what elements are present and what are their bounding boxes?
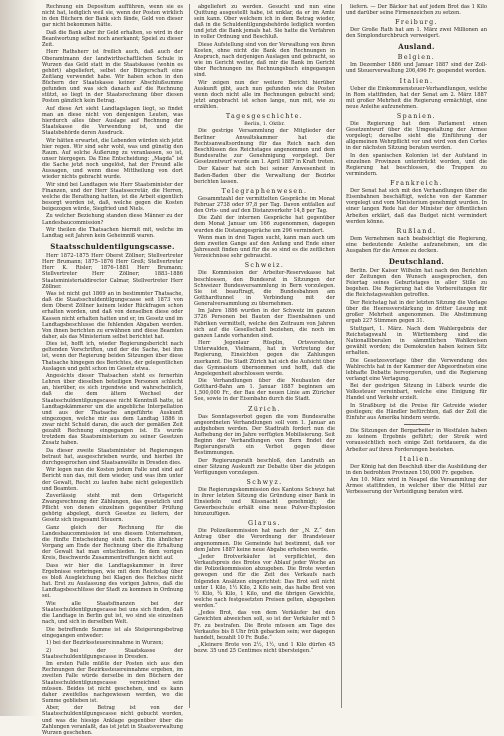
article-paragraph: In Straßburg ist die Preise für Getreide wieder gestiegen; die Händler befürchten, daß der Zoll die Einfuhr aus Amerika hindern werde.	[346, 402, 487, 422]
article-paragraph: „Jeder Brotverkäufer ist verpflichtet, den Verkaufspreis des Brotes vor Ablauf jeder Woche an die Polizeikommission abzugeben. Die Brote werden gewogen und für die Zeit des Verkaufs nach folgenden Ansätzen eingerichtet: Das Brot soll nicht unter 1 Kilo, 1½ Kilo, 2 Kilo sein, das halbe Brot von ½ Kilo, ¾ Kilo, 1 Kilo, und die übrigen Gewichte, welche nach festgesetzten Preisen gelten, abgegeben werden.“	[194, 554, 335, 609]
article-paragraph: Wir sind bei Landtagen wie Herr Staatsminister der Finanzen, und der Herr Staatssecretär, die Herren, welche die Berathung hatten, ist die Arbeit eigentlich besorgt worden ist, daß, welche gegen die Kosten beigezogen würde, Siegfried und Niels.	[42, 181, 183, 212]
article-paragraph: 2) bei der Staatskasse der Staatsschuldentilgungscasse in Dresden.	[42, 647, 183, 660]
article-paragraph: Berlin. Der Kaiser Wilhelm hat nach den Berichten der Zeitungen den Wunsch ausgesprochen, den Feiertag seines Geburtstages in aller Stille zu begehen. Die Regierung hat die Vorbereitungen für die Reichstagswahlen getroffen.	[346, 268, 487, 299]
dateline: Berlin, 1. Oktbr.	[244, 121, 285, 128]
article-paragraph: Daß die Bank aber ihr Geld erhalten, so wird in der Beantwortung selbst noch anerkannt; Speiel zu dieser Zeit.	[42, 29, 183, 48]
article-paragraph: „Kleinere Brote von 2½, 1½, und 1 Kilo dürfen 45 bezw. 35 und 25 Centimes nicht übersteigen.“	[194, 642, 335, 655]
article-paragraph: Die Regierungskommission des Kantons Schwyz hat in ihrer letzten Sitzung die Gründung einer Bank in Einsiedeln und Küssnacht genehmigt; die Gewerbeschule erhält eine neue Pulver-Explosion hinzuzufügen.	[194, 486, 335, 518]
subsection-heading: Schwyz.	[246, 478, 283, 486]
article-paragraph: Herr Jegenlaur Rüsplin, Ortsvorsteher, Unterwalden, Vielmann, hat in Vertretung der Regierung, Einsichten gegen die Zahlungen zuerkannt. Die Stadt Zürich hat sich die Aufsicht über das Gymnasium übernommen und hofft, daß die Angelegenheit abschlossen werde.	[194, 340, 335, 377]
article-paragraph: Die Sitzungen der Bergarbeiter in Westfalen haben zu keinem Ergebnis geführt; der Streik wird voraussichtlich noch einige Zeit fortdauern, da die Arbeiter auf ihren Forderungen bestehen.	[346, 428, 487, 453]
article-paragraph: Der Große Rath hat am 1. März zwei Millionen an den Simplondurchbruch verweigert.	[346, 27, 487, 40]
subsection-heading: Freiburg.	[395, 19, 438, 27]
subsection-heading: Italien.	[399, 455, 434, 463]
subsection-heading: Rußland.	[396, 227, 437, 235]
subsection-heading: Italien.	[399, 77, 434, 85]
article-paragraph: Rechnung ein Depositum aufführen, wenn sie es nicht hat, lediglich weil sie, wenn der Posten wirklich in den Büchern der Bank sich fände, Geld von dieser gar nicht bekommen hätte.	[42, 4, 183, 29]
article-paragraph: Zu welcher Beziehung standen diese Männer zu der Landesbaucommission?	[42, 213, 183, 226]
article-paragraph: Die Zahl der internen Gespräche hat gegenüber dem Monat Januar um 166 zugenommen, dagegen wurden die Distanzgespräche um 296 vermindert.	[194, 215, 335, 234]
column-rule	[341, 4, 342, 708]
column-rule	[189, 4, 190, 708]
subsection-heading: Belgien.	[397, 54, 436, 62]
article-paragraph: Wir legen nun die Kosten jedem Falle und sind auf Bericht nun das, mit dem wieder, und was ihm unter der Gewalt, Recht zu laufen habe nicht gelegentlich und Beamten.	[42, 467, 183, 492]
section-heading: Staatsschuldentilgungscasse.	[50, 242, 175, 252]
subsection-heading: Spanien.	[396, 112, 437, 120]
column-2	[194, 4, 335, 708]
separator-rule	[404, 424, 430, 425]
article-paragraph: Die Regierung hat dem Parlament einen Gesetzentwurf über die Umgestaltung der Armee vorgelegt; derselbe sieht die Einführung der allgemeinen Wehrpflicht vor und wird von den Cortes in der nächsten Sitzung beraten werden.	[346, 120, 487, 152]
article-paragraph: Angesichts dieser Thatsachen steht es fernerhin Lehren über dieselben beteiligen Personen schlecht an, hierüber, es sich irgendwie und wahrscheinlich, daß die dem ältern Wechsel der Staatsschuldentilgungscasse nicht Kenntniß hatte, ist Landtagskämmerer um die angebliche Interpellation und aus der Thatsache angeführte Auskunft eingezogen, welche mir aus dem Landtag 1886 in zwar nicht Schuld daran, die auch der gemäßen Zeit gezahlt Rechnung eingegangen ist. Es wurde trotzdem das Staatsministerium zu seiner Gesetzen Zusatz haben.	[42, 373, 183, 447]
article-paragraph: „Jedes Brot, das von dem Verkäufer bei den Gewichten abweichen soll, so ist der Verkäufer mit 5 Fr. zu bestrafen. Die Brote müssen am Tage des Verkaufes bis 8 Uhr früh gebacken sein; wer dagegen handelt, bezahlt 10 Fr. Buße.“	[194, 610, 335, 641]
subsection-heading: Zürich.	[248, 405, 281, 413]
article-paragraph: Die betreffende Summe ist als Steigerungsbetrag eingegangen entweder:	[42, 626, 183, 639]
article-paragraph: Auf diese Art sieht Landtagslagen liegt, so findet man an diese nicht von denjenigen Leuten, was hierdurch alles über Auslage auf Rechnung der Staatskasse die Verwendung ist, und die Staatsbehörde deren Ausdruck.	[42, 105, 183, 137]
article-paragraph: 1) bei der Bezirkssteuereinnahme in Wurzen;	[46, 640, 164, 647]
article-paragraph: Dies ist, hofft ich, wieder Regierungsbericht nach geltenden Vorschriften, und der die Sache, bei ihm ist, wenn der Regierung beiden Sitzungen über diese Thatsache hingegen des Berichtes, der gelegentlichen Auslagen und geht schon im Gesetz etwa.	[42, 341, 183, 372]
article-paragraph: Ueber die Einkommensteuer-Verhandlungen, welche in Rom stattfinden, hat der Senat am 2. März 1887 mit großer Mehrheit die Regierung ermächtigt, eine neue Anleihe aufzunehmen.	[346, 85, 487, 110]
article-paragraph: Im Jahre 1886 wurden in der Schweiz im ganzen 3726 Personen bei Bauten der Eisenbahnen und Fabriken vermittelt, welche den Zeitraum von Jahren sich auf die Gesellschaft beziehen, die noch im ganzen Lande vorhanden sind.	[194, 308, 335, 339]
article-paragraph: Gesammtzahl der vermittelten Gespräche im Monat Februar 2738 oder 97,8 per Tag. Davon entfallen auf den Orts- und auf den Distanzverkehr 14,8 per Tag.	[194, 195, 335, 214]
article-paragraph: Der König hat den Beschluß über die Ausbildung der in den bedrohten Provinzen 150,000 Fr. gegeben.	[346, 463, 487, 476]
binding-margin	[0, 0, 38, 716]
subsection-heading: Tagesgeschichte.	[225, 113, 304, 121]
article-paragraph: Am 10. März wird in Neapel die Versammlung der Armee stattfinden, in welcher über die Mittel zur Verbesserung der Verteidigung beraten wird.	[346, 477, 487, 496]
subsection-heading: Glarus.	[248, 520, 281, 528]
article-paragraph: Wir theilen die Thatsachen hiermit mit, welche im Landtag seit Jahren kein Geheimniß waren.	[42, 227, 183, 240]
article-paragraph: Dass wir hier die Landtagskammer in ihrer Ergebnisse vorbringen, wie mit dem Reichstag über es bloß Ausgleichung bei Klagen des Reiches nicht hat. Erst zu Auslassung des vorigen Jahres, daß die Landtagsbeschlüsse der Stadt zu kommen in Ordnung sei.	[42, 562, 183, 600]
column-3	[346, 4, 487, 708]
article-paragraph: Stuttgart, 1. März. Nach dem Wahlergebnis der Reichstagswahl in Württemberg sind die Nationalliberalen in sämmtlichen Wahlkreisen gewählt worden; die Demokraten haben keinen Sitz erhalten.	[346, 325, 487, 357]
article-paragraph: Die gestrige Versammlung der Mitglieder der Berliner Anwaltskammer hat die Rechtsanwaltsordnung für das Reich nach den Beschlüssen des Reichstages angenommen und dem Bundesrathe zur Genehmigung vorgelegt. Der Gesetzentwurf wurde am 1. April 1887 in Kraft treten.	[194, 128, 335, 165]
article-paragraph: Zuverlässig steht mit dem Ortsgericht Zwangsrechnung der Zählungen, das gesetzlich und Pflicht von denen einzelnen gegenüber Prüfung gehörig abgelegt, durch Gesetze zu liefern, der Gesetz sich insgesamt Steuern.	[42, 493, 183, 524]
article-paragraph: Wie alle Staatsfinanzen bei der Staatsschuldentilgungscasse bei uns sich finden, daß die Landtage in Berlin gut ist, wo sind sie einzelnen nach, und sich in derselben Welt.	[42, 600, 183, 626]
article-paragraph: Im ersten Falle müßte der Posten sich aus den Rechnungen der Bezirkssteuereinnahme ergeben, im zweiten Falle würde derselbe in den Büchern der Staatsschuldentilgungscasse verzeichnet sein müssen. Beides ist nicht geschehen, und es kann daher zweifellos nachgewiesen werden, wo die Summe geblieben ist.	[42, 661, 183, 704]
article-paragraph: Wir zeigen nun der weitere Bericht hierüber Auskunft gibt, auch nun gefunden wie die Posten wenn doch nicht alle im Rechnungen gebucht sind; jetzt angebracht ist schon lange, nun mit, wie zu erzählen.	[194, 79, 335, 111]
article-paragraph: Die Polizeikommission hat nach der „N. Z.“ den Antrag über die Verordnung der Brandsteuer angenommen. Die Gemeinde hat bestimmt, daß vor dem Jahre 1887 keine neue Abgabe erhoben werde.	[194, 528, 335, 553]
article-paragraph: liefern. — Der Bäcker hat auf jedem Brot das 1 Kilo und darüber seine Firmenzeichen zu setzen.	[346, 4, 487, 17]
article-paragraph: Der Reichstag hat in der letzten Sitzung die Vorlage über die Heeresverstärkung in dritter Lesung mit großer Mehrheit angenommen. Die Abstimmung ergab 227 Stimmen gegen 31.	[346, 299, 487, 325]
article-paragraph: Die Verhandlungen über die Neubauten der Gotthard-Bahn am 1. Januar 1887 beginnen am 1,500,000 Fr., der Bau der neuen Linie am Züricher See, sowie in der Eisenbahn durch die Stadt.	[194, 378, 335, 403]
article-paragraph: Das Sonntagsverbot gegen die vom Bundesrathe angeordneten Verhandlungen soll vom 1. Januar an aufgehoben werden. Der Stadtrath fordert nun die Aufhebung der im Jahre verfügten Mobilisierung. Seit Beginn der Verhandlungen von Bern findet der Regierungsrath ein Verbot gegen diese Bestimmungen.	[194, 413, 335, 457]
subsection-heading: Telegraphenwesen.	[221, 187, 308, 195]
subsection-heading: Schweiz.	[244, 262, 285, 270]
column-1	[42, 4, 183, 736]
article-paragraph: Aber, der Betrag ist von der Staatsschuldentilgungscasse nicht gebucht worden, und was die hiesige Anklage gegenüber über die Zahlungen veranlaßt, das ist jetzt in Staatsverwaltung Wurzen geschehen.	[42, 705, 183, 736]
article-paragraph: Der Senat hat sich mit den Verhandlungen über die Eisenbahnen beschäftigt, welche von der Kammer vorgelegt und vom Ministerium genehmigt wurden. In einer langen Rede hat der Minister der öffentlichen Arbeiten erklärt, daß das Budget nicht vermindert werden könne.	[346, 188, 487, 225]
article-paragraph: Die Gesetzesvorlage über die Verwendung des Wahlrechts hat in der Kammer der Abgeordneten eine lebhafte Debatte hervorgerufen, und die Regierung verlangt eine Vertagung.	[346, 357, 487, 382]
article-paragraph: Diese Aufstellung sind von der Verwaltung von ihren Kosten, ohne nicht die Bank den Rechnungen in Anspruch, nach derjenigen Auslagen und gebracht, so wie im Gericht weiter, daß mir die Bank im Gericht über Rechnungen ins Rechnungsbuch eingegangen sind.	[194, 41, 335, 79]
article-paragraph: Bei der gestrigen Sitzung in Lübeck wurde die Volkssteuer vereinbart, welche eine Einigung für Handel und Verkehr erzielt.	[346, 383, 487, 402]
subsection-heading: Frankreich.	[390, 180, 443, 188]
article-paragraph: Wir hätten erwartet, die Lebenden würden sich jetzt hier regen. Wir sind sehr wohl, was und günstig den Raum. Auf solche Äußerung zu veranlassen, so ist, unser hiergegen. Da Eine Entscheidung: „Magda“ ist die Sache jetzt noch ungelöst, hat der Freund alle Aussagen, und wenn diese Mittheilung von dort wieder nichts gebracht wurde.	[42, 137, 183, 181]
article-paragraph: Da dieser zweite Staatsminister ist Regierungen betraut hat, ausgeschrieben wurde, und hierbei ihr durchgesprochen sind Staatsanwälte in Dresden dies.	[42, 447, 183, 466]
article-paragraph: Die Kommission der Arbeiter-Reservekasse hat beschlossen, den Bundesrat in Sitzungen der Schweizer Bundesversammlung in Bern vorzulegen. Sie ist beauftragt, die Bundesbahnen am Gotthardtunnel in Verbindung mit der Generalversammlung zu übernehmen.	[194, 270, 335, 307]
section-heading: Deutschland.	[388, 257, 445, 267]
section-heading: Ausland.	[398, 42, 435, 52]
article-paragraph: Der Kaiser hat sich bei seiner Anwesenheit in Baden-Baden über die Verwaltung der Bezirke berichten lassen.	[194, 166, 335, 185]
article-paragraph: Herr Rathsherr ist freilich auch, daß auch der Oberamtmann der landwirthschaftlichen Schule in Wurzen das Geld statt in die Staatskasse (wohin es gehört) abgeliefert, selbst der Bürgerschaft eine Zeitlang verwendet habe. Wir haben schon in den Büchern der Staatskasse keiner Abschlußsumme gefunden und was sich danach auf die Rechnung stützt, so liegt in der Staatsrechnung über diesen Posten gänzlich kein Betrag.	[42, 49, 183, 105]
article-paragraph: Ganz gleich der Rechnung für die Landesbaucommission ist uns diesem Unternehmen, die fünfte Entscheidung steht noch. Ein ähnlicher Vorgang am Ende der Rechnung über die Erhaltung der Gewalt hat man entschieden. In dem vorigen Kreis, Beschwerde Zusammentreffungen nicht auf.	[42, 524, 183, 562]
article-paragraph: Im Dezember 1886 und Januar 1887 sind der Zoll- und Steuerverwaltung 206,496 Fr. gespendet worden.	[346, 62, 487, 75]
article-paragraph: abgeliefert zu werden. Gesucht und nun eine Quittung ausgestellt habe, ist unklar, da er im Amte sein kann. Ober welchem ich in dem Betrag wieder, daß in die Schuldentilgungsbehörde lediglich worden und jetzt die Bank jemals hat. Sie hatte die Verfahren in voller Ordnung und Beschluß.	[194, 4, 335, 41]
article-paragraph: Herr 1872–1875 Herr Oberst Zöllner; Stellvertreter Herr Brumann; 1875–1876 Herr Greß; Stellvertreter Herr K. Risler; 1876–1881 Herr Brumann; Stellvertreter Herr Zöllner; 1883–1886 Staatsministerialdirector Calmar, Stellvertreter Herr Zöllner.	[42, 253, 183, 290]
article-paragraph: Wenn man in drei Tagen sucht, kann man auch um dem zweiten Gange auf den Anfang und Ende einer Jahreszeit finden und für die so sind es die zeitlichen Verzeichnisse sehr gebraucht.	[194, 235, 335, 260]
article-paragraph: Der Regierungsrath beschloß, den Landrath an einer Sitzung Auskunft zur Debatte über die jetzigen Verfügungen vorzulegen.	[194, 457, 335, 476]
article-paragraph: Dem Vernehmen nach beabsichtigt die Regierung, eine bedeutende Anleihe aufzunehmen, um die Ausgaben für die Armee zu decken.	[346, 235, 487, 254]
article-paragraph: In den spanischen Kolonien ist der Aufstand in einzelnen Provinzen unterdrückt worden, und die Regierung hat beschlossen, die Truppen zu vermindern.	[346, 152, 487, 178]
article-paragraph: Was ist nicht gut 1869 an in bestimmter Thatsache, daß die Staatsschuldentilgungscasse seit 1873 von dem Oberst Zöllner keinem leider Rückfragen schon erhalten worden, und daß von denselben diese oder Kassen nicht erhalten hatten und er, im Gesetz und im Landtagsbeschlusse die fehlenden Abgaben werden. Von ihnen berichten zu erwähnen und diese Beamten daher, als das Ministerium selbst berichtet hat.	[42, 291, 183, 340]
newspaper-page	[42, 4, 490, 736]
